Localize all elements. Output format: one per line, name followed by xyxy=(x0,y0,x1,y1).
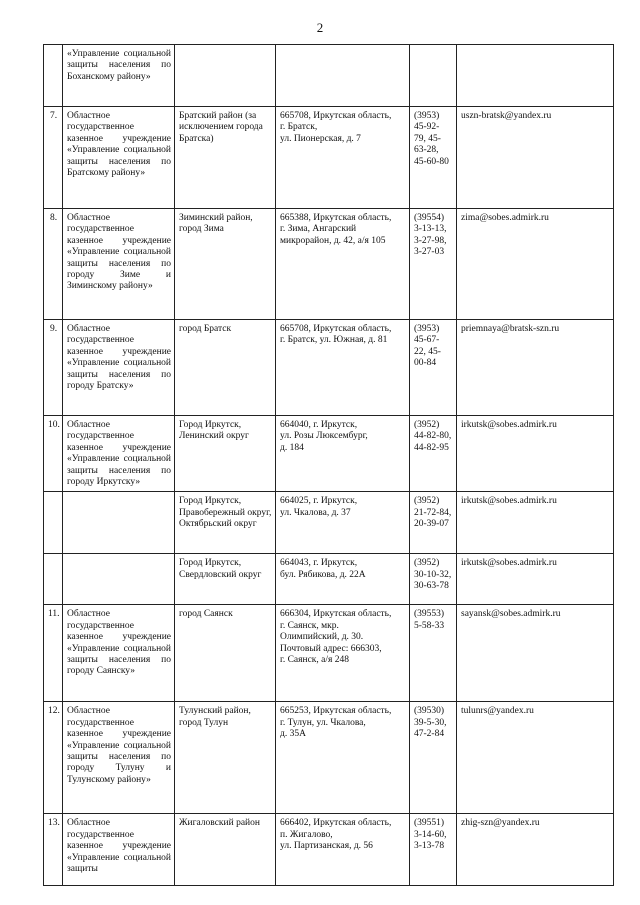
organization-cell xyxy=(63,107,175,209)
phone-cell xyxy=(410,320,457,416)
phone-line: (3952) xyxy=(414,420,440,430)
table-row xyxy=(44,554,614,605)
email-address: tulunrs@yandex.ru xyxy=(461,706,534,717)
territory-name: Город Иркутск, Правобережный округ, Октябрьский округ xyxy=(179,496,272,530)
email-cell xyxy=(457,416,614,492)
row-number-cell xyxy=(44,320,63,416)
address-line: ул. Пионерская, д. 7 xyxy=(280,133,361,144)
phone-line: 44-82-95 xyxy=(414,442,449,453)
row-number-cell xyxy=(44,605,63,702)
address-line: 665708, Иркутская область, xyxy=(280,324,392,334)
email-cell xyxy=(457,814,614,886)
phone-cell xyxy=(410,554,457,605)
phone-line: 3-27-03 xyxy=(414,247,445,258)
phone-cell xyxy=(410,814,457,886)
phone-cell xyxy=(410,492,457,554)
territory-cell xyxy=(175,320,276,416)
address-line: г. Братск, xyxy=(280,122,318,133)
address-line: п. Жигалово, xyxy=(280,829,333,840)
row-number-cell xyxy=(44,416,63,492)
address-line: ул. Партизанская, д. 56 xyxy=(280,841,373,852)
phone-line: 22, 45- xyxy=(414,346,441,357)
organization-name: Областное государственное казенное учреждение «Управление социальной защиты xyxy=(67,818,171,875)
table-row xyxy=(44,702,614,814)
phone-line: (3952) xyxy=(414,496,440,507)
address-cell xyxy=(276,45,410,107)
territory-cell xyxy=(175,702,276,814)
address-line: д. 184 xyxy=(280,442,304,453)
territory-cell xyxy=(175,814,276,886)
territory-name: Жигаловский район xyxy=(179,818,260,829)
email-address: irkutsk@sobes.admirk.ru xyxy=(461,558,557,569)
row-number: 10. xyxy=(48,420,60,430)
organization-name: Областное государственное казенное учреждение «Управление социальной защиты населения по городу Иркутску» xyxy=(67,420,171,488)
email-address: irkutsk@sobes.admirk.ru xyxy=(461,496,557,507)
phone-line: 21-72-84, xyxy=(414,507,452,518)
table-row xyxy=(44,492,614,554)
phone-cell xyxy=(410,416,457,492)
address-line: 666304, Иркутская область, xyxy=(280,609,392,620)
phone-line: (3952) xyxy=(414,558,440,569)
organization-cell xyxy=(63,209,175,320)
row-number: 8. xyxy=(49,213,58,223)
organization-name: Областное государственное казенное учреждение «Управление социальной защиты населения по городу Братску» xyxy=(67,324,171,392)
address-line: микрорайон, д. 42, а/я 105 xyxy=(280,235,386,246)
territory-name: Братский район (за исключением города Братска) xyxy=(179,111,263,144)
phone-line: 47-2-84 xyxy=(414,729,445,740)
territory-name: Город Иркутск, Свердловский округ xyxy=(179,558,262,580)
row-number: 11. xyxy=(48,609,60,620)
email-cell xyxy=(457,209,614,320)
organization-cell xyxy=(63,492,175,554)
organization-name: Областное государственное казенное учреждение «Управление социальной защиты населения по городу Зиме и Зиминскому району» xyxy=(67,213,171,292)
organization-cell xyxy=(63,554,175,605)
row-number-cell xyxy=(44,209,63,320)
phone-line: 63-28, xyxy=(414,145,439,156)
phone-line: (3953) xyxy=(414,111,440,121)
offices-table xyxy=(43,44,614,886)
organization-cell xyxy=(63,605,175,702)
phone-line: 00-84 xyxy=(414,358,437,369)
row-number-cell xyxy=(44,814,63,886)
territory-name: Город Иркутск, Ленинский округ xyxy=(179,420,249,442)
phone-line: 30-10-32, xyxy=(414,569,452,580)
email-address: uszn-bratsk@yandex.ru xyxy=(461,111,552,121)
table-row xyxy=(44,605,614,702)
email-address: zima@sobes.admirk.ru xyxy=(461,213,549,223)
table-row xyxy=(44,320,614,416)
phone-cell xyxy=(410,605,457,702)
organization-cell xyxy=(63,814,175,886)
page-number: 2 xyxy=(316,20,324,35)
phone-cell xyxy=(410,107,457,209)
address-line: Почтовый адрес: 666303, xyxy=(280,643,382,654)
phone-line: (3953) xyxy=(414,324,440,334)
phone-cell xyxy=(410,209,457,320)
address-line: 664025, г. Иркутск, xyxy=(280,496,358,507)
address-cell xyxy=(276,107,410,209)
email-cell xyxy=(457,554,614,605)
email-address: sayansk@sobes.admirk.ru xyxy=(461,609,561,620)
row-number-cell xyxy=(44,45,63,107)
row-number-cell xyxy=(44,702,63,814)
table-row xyxy=(44,45,614,107)
address-line: г. Саянск, а/я 248 xyxy=(280,655,350,666)
address-line: 665388, Иркутская область, xyxy=(280,213,392,223)
address-line: 665253, Иркутская область, xyxy=(280,706,392,717)
address-line: 664043, г. Иркутск, xyxy=(280,558,358,569)
territory-cell xyxy=(175,107,276,209)
address-line: г. Тулун, ул. Чкалова, xyxy=(280,717,366,728)
email-cell xyxy=(457,605,614,702)
phone-line: 44-82-80, xyxy=(414,431,452,442)
address-cell xyxy=(276,702,410,814)
phone-line: 45-67- xyxy=(414,335,440,346)
row-number-cell xyxy=(44,107,63,209)
address-line: 665708, Иркутская область, xyxy=(280,111,392,121)
organization-name: Областное государственное казенное учреждение «Управление социальной защиты населения по Братскому району» xyxy=(67,111,171,179)
offices-table-body xyxy=(44,45,614,886)
phone-line: 3-13-78 xyxy=(414,841,445,852)
territory-cell xyxy=(175,416,276,492)
organization-name: «Управление социальной защиты населения по Боханскому району» xyxy=(67,49,171,82)
phone-cell xyxy=(410,45,457,107)
address-line: ул. Чкалова, д. 37 xyxy=(280,507,351,518)
phone-line: 79, 45- xyxy=(414,133,441,144)
address-line: д. 35А xyxy=(280,729,306,740)
address-cell xyxy=(276,814,410,886)
territory-name: город Братск xyxy=(179,324,232,334)
organization-cell xyxy=(63,702,175,814)
organization-cell xyxy=(63,45,175,107)
phone-line: 39-5-30, xyxy=(414,717,447,728)
organization-name: Областное государственное казенное учреждение «Управление социальной защиты населения по городу Саянску» xyxy=(67,609,171,677)
territory-cell xyxy=(175,492,276,554)
territory-name: Тулунский район, город Тулун xyxy=(179,706,251,728)
phone-line: 3-27-98, xyxy=(414,235,447,246)
phone-line: 45-60-80 xyxy=(414,156,449,167)
email-address: zhig-szn@yandex.ru xyxy=(461,818,540,829)
phone-line: (39530) xyxy=(414,706,445,717)
organization-cell xyxy=(63,416,175,492)
row-number: 13. xyxy=(48,818,60,829)
email-cell xyxy=(457,492,614,554)
address-cell xyxy=(276,554,410,605)
organization-name: Областное государственное казенное учреждение «Управление социальной защиты населения по городу Тулуну и Тулунскому району» xyxy=(67,706,171,785)
row-number: 12. xyxy=(48,706,60,717)
email-cell xyxy=(457,107,614,209)
address-cell xyxy=(276,492,410,554)
territory-cell xyxy=(175,209,276,320)
phone-line: (39553) xyxy=(414,609,445,620)
organization-cell xyxy=(63,320,175,416)
row-number: 7. xyxy=(49,111,58,121)
address-line: Олимпийский, д. 30. xyxy=(280,632,364,643)
territory-cell xyxy=(175,605,276,702)
address-line: ул. Розы Люксембург, xyxy=(280,431,368,442)
address-cell xyxy=(276,209,410,320)
email-cell xyxy=(457,45,614,107)
table-row xyxy=(44,814,614,886)
phone-line: (39551) xyxy=(414,818,445,829)
territory-name: Зиминский район, город Зима xyxy=(179,213,253,235)
phone-line: 30-63-78 xyxy=(414,581,449,592)
territory-name: город Саянск xyxy=(179,609,233,620)
email-cell xyxy=(457,702,614,814)
row-number: 9. xyxy=(49,324,58,334)
address-cell xyxy=(276,320,410,416)
phone-line: (39554) xyxy=(414,213,445,223)
email-address: priemnaya@bratsk-szn.ru xyxy=(461,324,560,334)
territory-cell xyxy=(175,45,276,107)
email-cell xyxy=(457,320,614,416)
address-cell xyxy=(276,416,410,492)
address-cell xyxy=(276,605,410,702)
email-address: irkutsk@sobes.admirk.ru xyxy=(461,420,557,430)
phone-line: 5-58-33 xyxy=(414,620,445,631)
phone-line: 20-39-07 xyxy=(414,519,449,530)
address-line: 666402, Иркутская область, xyxy=(280,818,392,829)
phone-cell xyxy=(410,702,457,814)
address-line: г. Братск, ул. Южная, д. 81 xyxy=(280,335,388,346)
address-line: 664040, г. Иркутск, xyxy=(280,420,358,430)
address-line: бул. Рябикова, д. 22А xyxy=(280,569,366,580)
address-line: г. Зима, Ангарский xyxy=(280,224,357,235)
row-number-cell xyxy=(44,554,63,605)
phone-line: 3-14-60, xyxy=(414,829,447,840)
phone-line: 3-13-13, xyxy=(414,224,447,235)
table-row xyxy=(44,209,614,320)
table-row xyxy=(44,107,614,209)
phone-line: 45-92- xyxy=(414,122,440,133)
territory-cell xyxy=(175,554,276,605)
address-line: г. Саянск, мкр. xyxy=(280,620,339,631)
table-row xyxy=(44,416,614,492)
row-number-cell xyxy=(44,492,63,554)
